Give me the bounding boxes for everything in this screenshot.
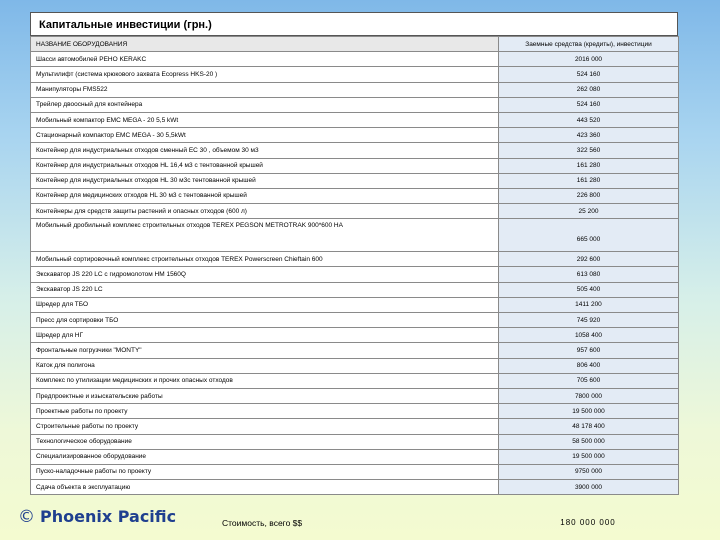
equipment-cost: 19 500 000 xyxy=(499,449,679,464)
equipment-cost: 665 000 xyxy=(499,219,679,252)
equipment-name: Контейнер для индустриальных отходов сменный EC 30 , объемом 30 м3 xyxy=(31,143,499,158)
logo-text: Phoenix Pacific xyxy=(40,507,177,526)
equipment-cost: 3900 000 xyxy=(499,480,679,495)
equipment-cost: 9750 000 xyxy=(499,464,679,479)
equipment-cost: 443 520 xyxy=(499,112,679,127)
equipment-name: Экскаватор JS 220 LC xyxy=(31,282,499,297)
equipment-name: Технологическое оборудование xyxy=(31,434,499,449)
total-cost-label: Стоимость, всего $$ xyxy=(222,518,303,528)
table-row xyxy=(31,52,679,67)
equipment-name: Контейнер для индустриальных отходов HL 16,4 м3 с тентованной крышей xyxy=(31,158,499,173)
equipment-cost: 423 360 xyxy=(499,128,679,143)
table-row xyxy=(31,297,679,312)
equipment-name: Предпроектные и изыскательские работы xyxy=(31,388,499,403)
equipment-name: Мультилифт (система крюкового захвата Ecopress HKS-20 ) xyxy=(31,67,499,82)
table-row xyxy=(31,313,679,328)
table-header-row xyxy=(31,37,679,52)
equipment-name: Манипуляторы FMS522 xyxy=(31,82,499,97)
table-row xyxy=(31,267,679,282)
equipment-name: Строительные работы по проекту xyxy=(31,419,499,434)
table-row xyxy=(31,158,679,173)
equipment-name: Пуско-наладочные работы по проекту xyxy=(31,464,499,479)
equipment-cost: 19 500 000 xyxy=(499,404,679,419)
equipment-name: Контейнеры для средств защиты растений и опасных отходов (600 л) xyxy=(31,204,499,219)
table-row xyxy=(31,173,679,188)
equipment-cost: 705 600 xyxy=(499,373,679,388)
table-row xyxy=(31,82,679,97)
equipment-cost: 25 200 xyxy=(499,204,679,219)
equipment-cost: 7800 000 xyxy=(499,388,679,403)
equipment-name: Каток для полигона xyxy=(31,358,499,373)
equipment-name: Комплекс по утилизации медицинских и прочих опасных отходов xyxy=(31,373,499,388)
equipment-name: Шредер для ТБО xyxy=(31,297,499,312)
table-row xyxy=(31,143,679,158)
equipment-name: Мобильный компактор EMC MEGA - 20 5,5 kWt xyxy=(31,112,499,127)
table-row xyxy=(31,449,679,464)
equipment-cost: 505 400 xyxy=(499,282,679,297)
equipment-name: Шредер для НГ xyxy=(31,328,499,343)
table-row xyxy=(31,373,679,388)
equipment-cost: 957 600 xyxy=(499,343,679,358)
equipment-cost: 2016 000 xyxy=(499,52,679,67)
column-header-value: Заемные средства (кредиты), инвестиции xyxy=(499,37,679,52)
equipment-name: Пресс для сортировки ТБО xyxy=(31,313,499,328)
equipment-name: Мобильный дробильный комплекс строительных отходов TEREX PEGSON METROTRAK 900*600 HA xyxy=(31,219,499,252)
equipment-cost: 48 178 400 xyxy=(499,419,679,434)
investment-table xyxy=(30,36,679,495)
equipment-name: Контейнер для медицинских отходов HL 30 м3 с тентованной крышей xyxy=(31,188,499,203)
table-row xyxy=(31,97,679,112)
table-row xyxy=(31,204,679,219)
equipment-name: Специализированное оборудование xyxy=(31,449,499,464)
equipment-name: Фронтальные погрузчики "MONTY" xyxy=(31,343,499,358)
equipment-name: Трейлер двоосный для контейнера xyxy=(31,97,499,112)
equipment-cost: 161 280 xyxy=(499,173,679,188)
table-body xyxy=(31,37,679,495)
table-row xyxy=(31,128,679,143)
equipment-cost: 262 080 xyxy=(499,82,679,97)
equipment-name: Мобильный сортировочный комплекс строительных отходов TEREX Powerscreen Chieftain 600 xyxy=(31,252,499,267)
equipment-name: Шасси автомобилей РЕНО KERAKС xyxy=(31,52,499,67)
table-row xyxy=(31,67,679,82)
equipment-cost: 806 400 xyxy=(499,358,679,373)
column-header-name: НАЗВАНИЕ ОБОРУДОВАНИЯ xyxy=(31,37,499,52)
table-row xyxy=(31,480,679,495)
company-logo xyxy=(18,507,176,527)
table-row xyxy=(31,388,679,403)
equipment-cost: 613 080 xyxy=(499,267,679,282)
copyright-icon: © xyxy=(18,507,35,527)
table-row xyxy=(31,404,679,419)
table-row xyxy=(31,434,679,449)
equipment-cost: 292 600 xyxy=(499,252,679,267)
table-title: Капитальные инвестиции (грн.) xyxy=(30,12,678,36)
equipment-name: Сдача объекта в эксплуатацию xyxy=(31,480,499,495)
table-row xyxy=(31,282,679,297)
equipment-cost: 161 280 xyxy=(499,158,679,173)
table-row xyxy=(31,419,679,434)
equipment-cost: 745 920 xyxy=(499,313,679,328)
table-row xyxy=(31,464,679,479)
equipment-name: Стационарный компактор EMC MEGA - 30 5,5kWt xyxy=(31,128,499,143)
table-row xyxy=(31,252,679,267)
equipment-cost: 58 500 000 xyxy=(499,434,679,449)
table-row xyxy=(31,343,679,358)
table-row xyxy=(31,358,679,373)
table-row xyxy=(31,219,679,252)
table-row xyxy=(31,328,679,343)
equipment-cost: 524 160 xyxy=(499,97,679,112)
total-cost-value: 180 000 000 xyxy=(560,518,616,527)
equipment-name: Проектные работы по проекту xyxy=(31,404,499,419)
equipment-cost: 322 560 xyxy=(499,143,679,158)
equipment-cost: 1411 200 xyxy=(499,297,679,312)
equipment-cost: 226 800 xyxy=(499,188,679,203)
equipment-name: Контейнер для индустриальных отходов HL 30 м3с тентованной крышей xyxy=(31,173,499,188)
table-row xyxy=(31,112,679,127)
equipment-name: Экскаватор JS 220 LC с гидромолотом HM 1560Q xyxy=(31,267,499,282)
table-row xyxy=(31,188,679,203)
equipment-cost: 524 160 xyxy=(499,67,679,82)
equipment-cost: 1058 400 xyxy=(499,328,679,343)
